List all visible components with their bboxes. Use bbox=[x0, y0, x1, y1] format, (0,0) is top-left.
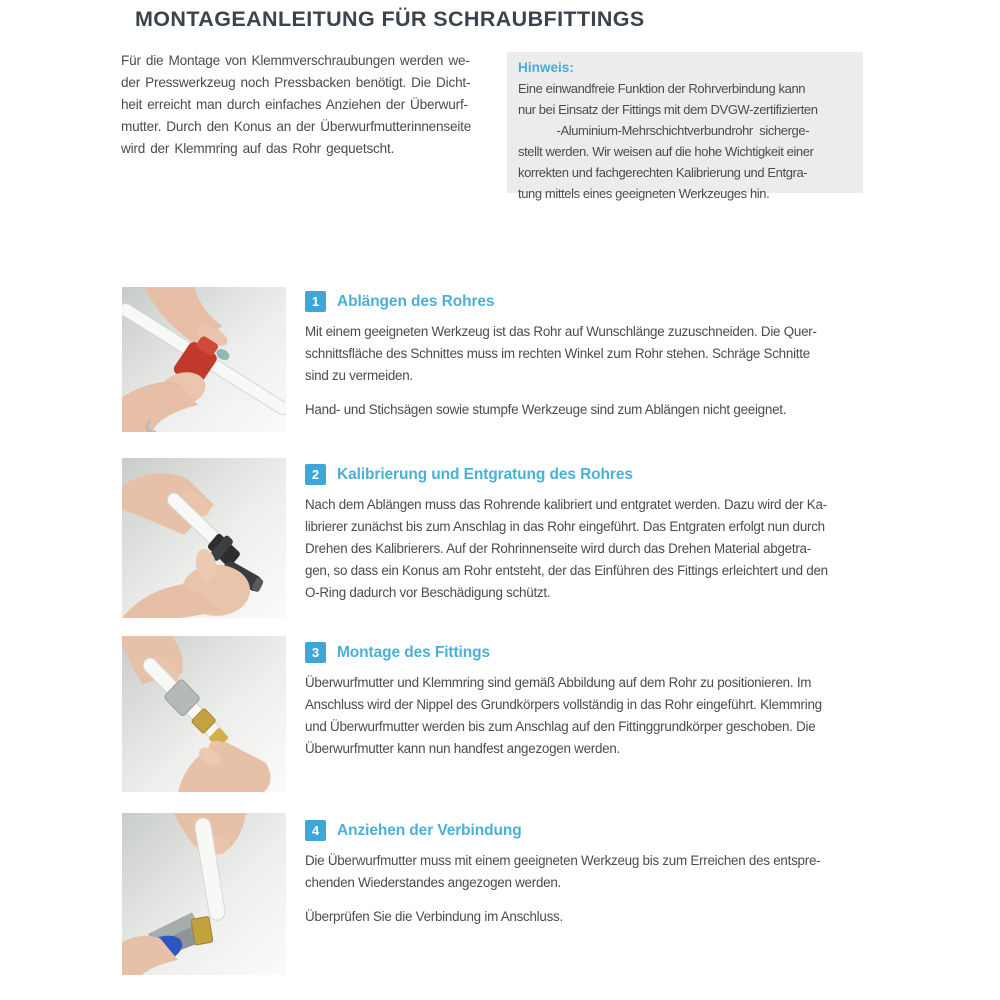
fitting-assembly-photo-icon bbox=[122, 636, 286, 792]
step-2-number-badge: 2 bbox=[305, 464, 326, 485]
step-3-title: Montage des Fittings bbox=[337, 643, 491, 661]
note-box bbox=[507, 52, 863, 201]
step-1-title: Ablängen des Rohres bbox=[337, 292, 495, 310]
step-2-title: Kalibrierung und Entgratung des Rohres bbox=[337, 465, 633, 483]
note-body: Eine einwandfreie Funktion der Rohrverbindung kann nur bei Einsatz der Fittings mit dem DVGW-zertifizierten -Aluminium-Mehrschichtverbundrohr sicherge- stellt werden. Wir weisen auf die hohe Wichtigkeit einer korrekten und fachgerechten Kalibrierung und Entgra- tung mittels eines geeigneten Werkzeuges hin. bbox=[518, 81, 818, 201]
step-3-number-badge: 3 bbox=[305, 642, 326, 663]
step-3-photo bbox=[122, 636, 286, 792]
tightening-connection-photo-icon bbox=[122, 813, 286, 975]
step-3-paragraph-1: Überwurfmutter und Klemmring sind gemäß Abbildung auf dem Rohr zu positionieren. Im Anschluss wird der Nippel des Grundkörpers vollständig in das Rohr eingeführt. Klemmring und Überwurfmutter werden bis zum Anschlag auf den Fittinggrundkörper geschoben. Die Überwurfmutter kann nun handfest angezogen werden. bbox=[305, 675, 822, 756]
step-2-paragraph-1: Nach dem Ablängen muss das Rohrende kalibriert und entgratet werden. Dazu wird der Ka- librierer zunächst bis zum Anschlag in das Rohr eingeführt. Das Entgraten erfolgt nun durch Drehen des Kalibrierers. Auf der Rohrinnenseite wird durch das Drehen Material abgetra- gen, so dass ein Konus am Rohr entsteht, der das Einführen des Fittings erleichtert und den O-Ring dadurch vor Beschädigung schützt. bbox=[305, 497, 828, 600]
step-2-photo bbox=[122, 458, 286, 618]
step-1-paragraph-2: Hand- und Stichsägen sowie stumpfe Werkzeuge sind zum Ablängen nicht geeignet. bbox=[305, 402, 787, 417]
note-label: Hinweis: bbox=[518, 60, 574, 75]
page-title: MONTAGEANLEITUNG FÜR SCHRAUBFITTINGS bbox=[135, 7, 645, 31]
intro-paragraph: Für die Montage von Klemmverschraubungen werden we- der Presswerkzeug noch Pressbacken benötigt. Die Dicht- heit erreicht man durch einfaches Anziehen der Überwurf- mutter. Durch den Konus an der Überwurfmutterinnenseite wird der Klemmring auf das Rohr gequetscht. bbox=[121, 53, 472, 156]
step-4-paragraph-1: Die Überwurfmutter muss mit einem geeigneten Werkzeug bis zum Erreichen des entspre- chenden Wiederstandes angezogen werden. bbox=[305, 853, 821, 890]
step-4-paragraph-2: Überprüfen Sie die Verbindung im Anschluss. bbox=[305, 909, 563, 924]
step-4-number-badge: 4 bbox=[305, 820, 326, 841]
step-4-photo bbox=[122, 813, 286, 975]
step-1-photo bbox=[122, 287, 286, 432]
step-1-number-badge: 1 bbox=[305, 291, 326, 312]
step-1-paragraph-1: Mit einem geeigneten Werkzeug ist das Rohr auf Wunschlänge zuzuschneiden. Die Quer- schnittsfläche des Schnittes muss im rechten Winkel zum Rohr stehen. Schräge Schnitte sind zu vermeiden. bbox=[305, 324, 817, 383]
pipe-cutting-photo-icon bbox=[122, 287, 286, 432]
pipe-calibrating-photo-icon bbox=[122, 458, 286, 618]
step-4-title: Anziehen der Verbindung bbox=[337, 821, 522, 839]
